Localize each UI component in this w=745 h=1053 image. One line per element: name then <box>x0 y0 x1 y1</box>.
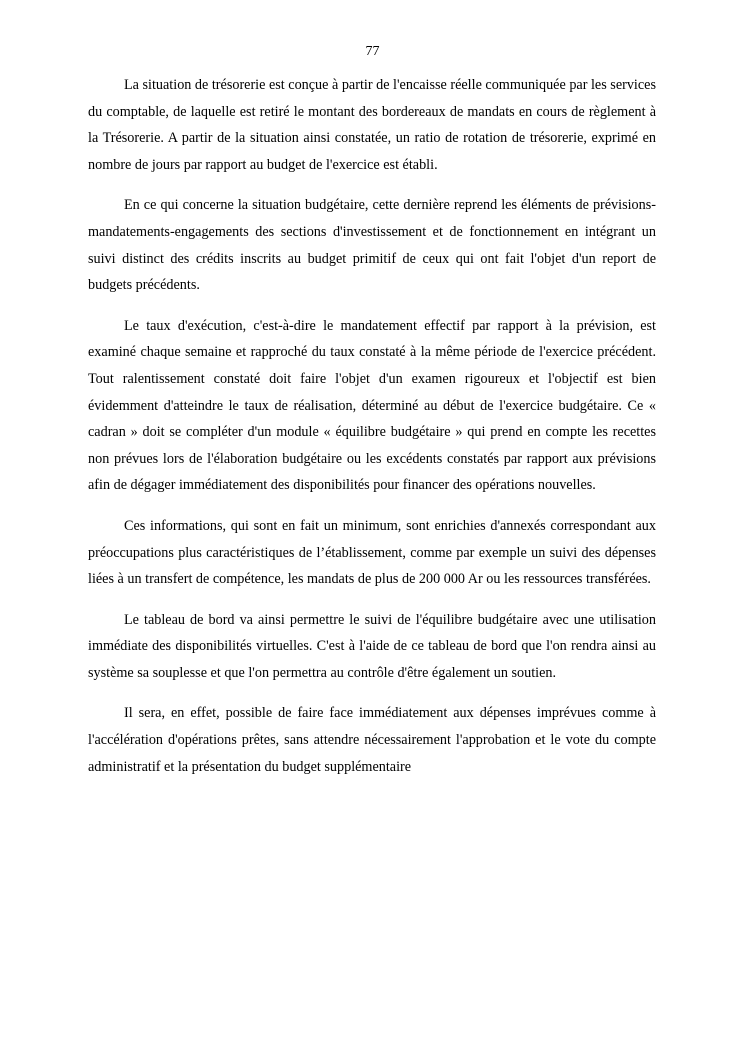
paragraph-treasury-situation: La situation de trésorerie est conçue à partir de l'encaisse réelle communiquée par les services du comptable, de laquelle est retiré le montant des bordereaux de mandats en cours de règlement à la Trésorerie. A partir de la situation ainsi constatée, un ratio de rotation de trésorerie, exprimé en nombre de jours par rapport au budget de l'exercice est établi. <box>88 77 656 173</box>
paragraph-information-annexes: Ces informations, qui sont en fait un minimum, sont enrichies d'annexés correspondant aux préoccupations plus caractéristiques de l’établissement, comme par exemple un suivi des dépenses liées à un transfert de compétence, les mandats de plus de 200 000 Ar ou les ressources transférées. <box>88 517 656 588</box>
document-body <box>88 72 656 794</box>
paragraph-execution-rate: Le taux d'exécution, c'est-à-dire le mandatement effectif par rapport à la prévision, est examiné chaque semaine et rapproché du taux constaté à la même période de l'exercice précédent. Tout ralentissement constaté doit faire l'objet d'un examen rigoureux et l'objectif est bien évidemment d'atteindre le taux de réalisation, déterminé au début de l'exercice budgétaire. Ce « cadran » doit se compléter d'un module « équilibre budgétaire » qui prend en compte les recettes non prévues lors de l'élaboration budgétaire ou les excédents constatés par rapport aux prévisions afin de dégager immédiatement des disponibilités pour financer des opérations nouvelles. <box>88 317 656 494</box>
paragraph-unforeseen-expenses: Il sera, en effet, possible de faire face immédiatement aux dépenses imprévues comme à l'accélération d'opérations prêtes, sans attendre nécessairement l'approbation et le vote du compte administratif et la présentation du budget supplémentaire <box>88 705 656 775</box>
paragraph-dashboard: Le tableau de bord va ainsi permettre le suivi de l'équilibre budgétaire avec une utilisation immédiate des disponibilités virtuelles. C'est à l'aide de ce tableau de bord que l'on rendra ainsi au système sa souplesse et que l'on permettra au contrôle d'être également un soutien. <box>88 611 656 681</box>
page-number: 77 <box>365 44 380 59</box>
paragraph-budget-situation: En ce qui concerne la situation budgétaire, cette dernière reprend les éléments de prévisions-mandatements-engagements des sections d'investissement et de fonctionnement en intégrant un suivi distinct des crédits inscrits au budget primitif de ceux qui ont fait l'objet d'un report de budgets précédents. <box>88 197 656 294</box>
